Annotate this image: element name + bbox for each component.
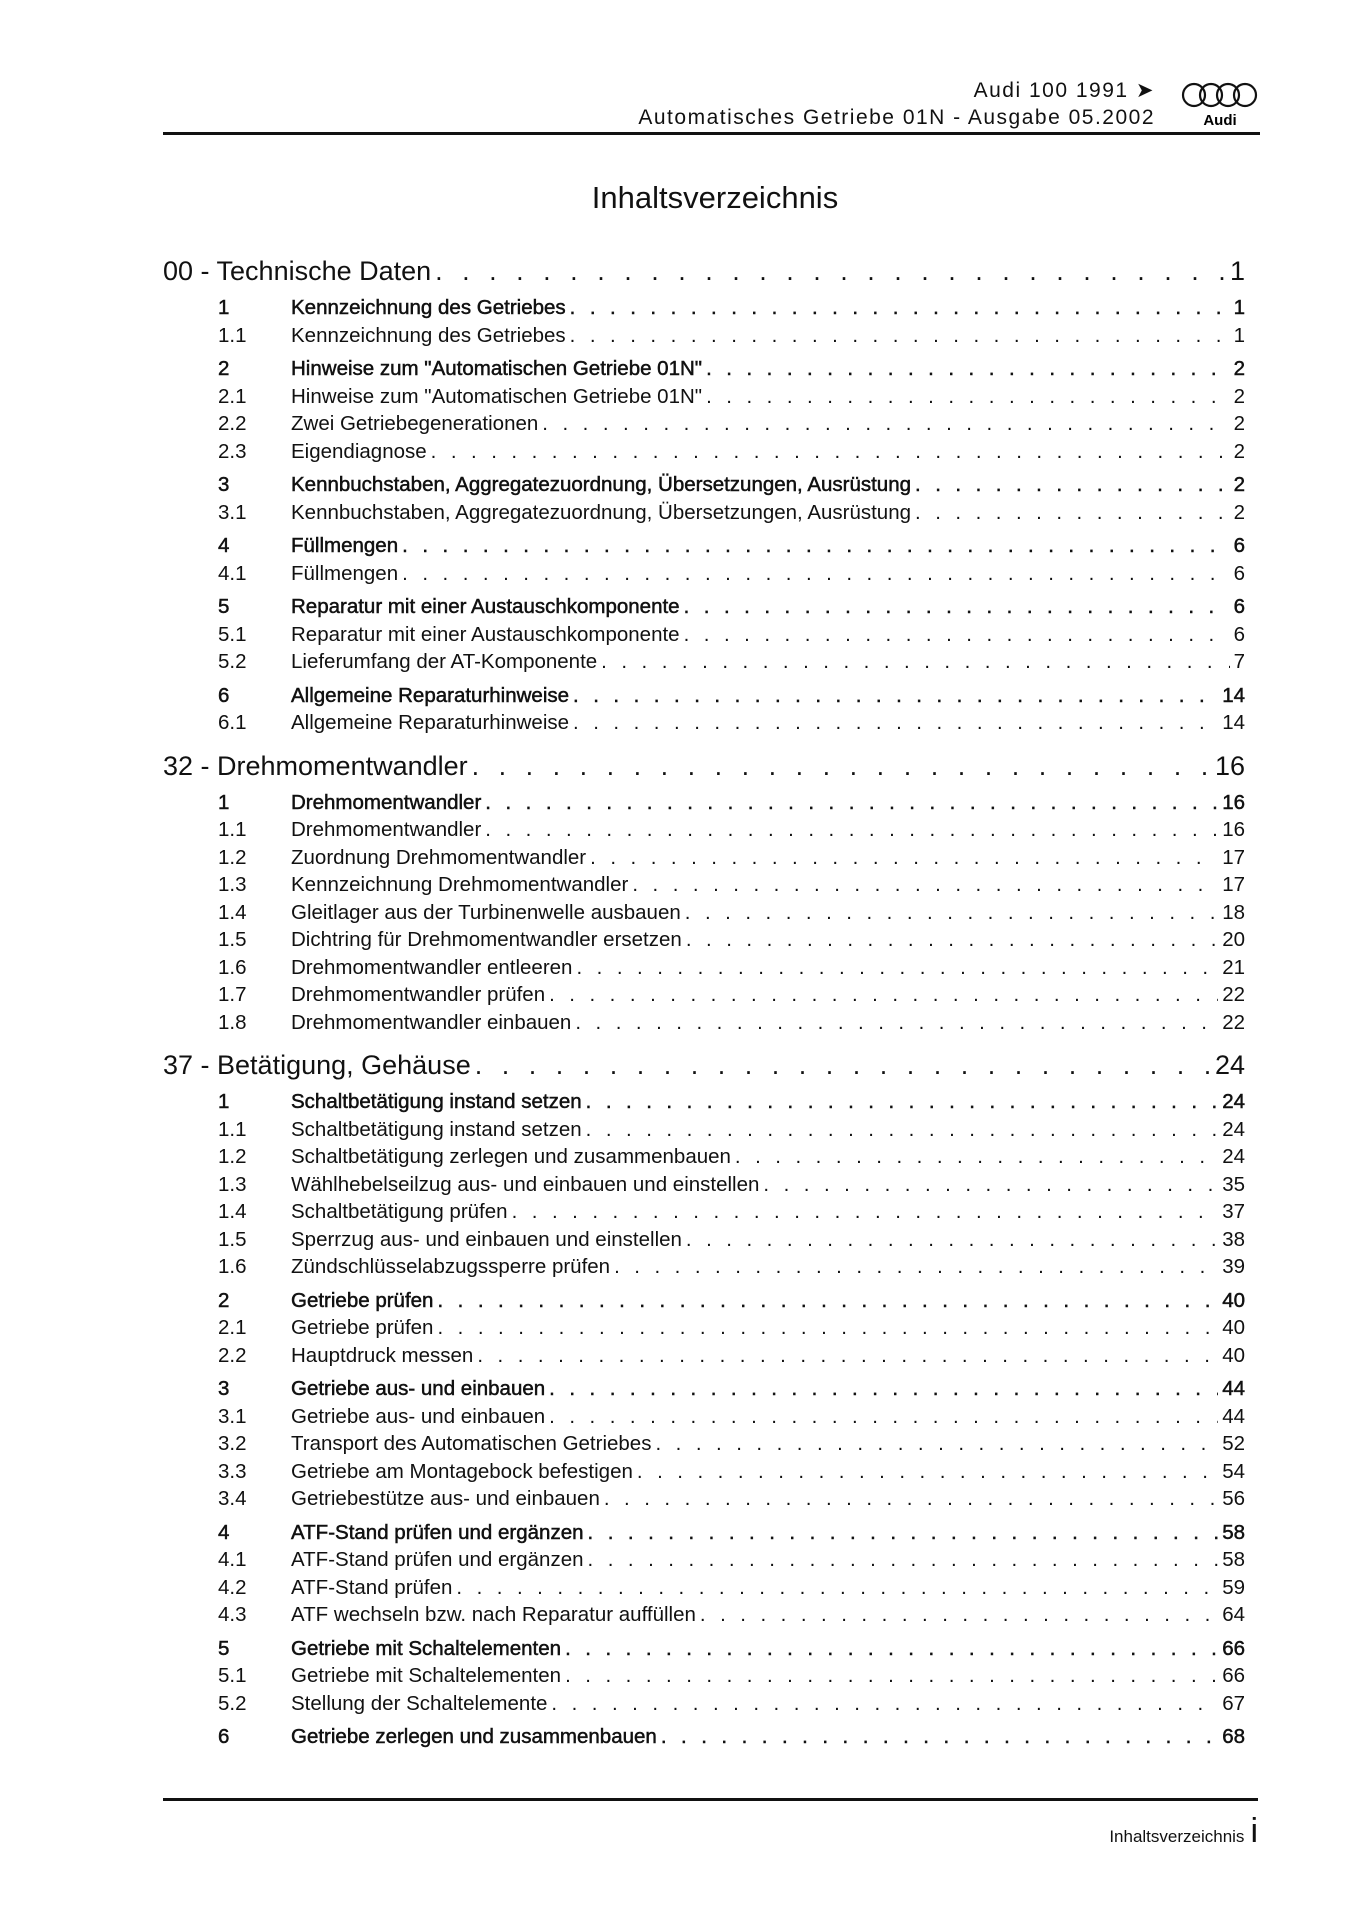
entry-title: Getriebe aus- und einbauen: [291, 1404, 546, 1428]
entry-page: 59: [1222, 1575, 1245, 1599]
entry-number: 6: [218, 683, 230, 707]
entry-number: 3.4: [218, 1487, 247, 1510]
entry-title: Drehmomentwandler: [291, 818, 482, 841]
entry-title: ATF wechseln bzw. nach Reparatur auffüllen: [291, 1603, 696, 1626]
entry-title: Drehmomentwandler: [291, 790, 482, 814]
entry-number: 4.1: [218, 1548, 247, 1571]
toc-group: [163, 473, 1245, 528]
entry-number: 2: [218, 1288, 230, 1312]
entry-number: 6.1: [218, 711, 247, 734]
page-title: Inhaltsverzeichnis: [591, 180, 839, 215]
toc-group: [163, 534, 1245, 589]
entry-title: ATF-Stand prüfen und ergänzen: [291, 1520, 584, 1544]
dot-leader: [549, 1405, 1218, 1429]
toc-entry[interactable]: [163, 1725, 1245, 1753]
dot-leader: [590, 846, 1218, 870]
entry-page: 66: [1222, 1636, 1245, 1660]
entry-page: 58: [1222, 1548, 1245, 1571]
entry-page: 21: [1222, 955, 1245, 979]
entry-number: 1.4: [218, 1200, 247, 1223]
entry-page: 24: [1222, 1145, 1245, 1168]
entry-number: 5.1: [218, 1664, 247, 1687]
dot-leader: [763, 1173, 1218, 1197]
entry-number: 1.1: [218, 818, 247, 841]
toc-entry[interactable]: [163, 1200, 1245, 1228]
entry-number: 1.3: [218, 873, 247, 896]
entry-page: 22: [1222, 1010, 1245, 1034]
toc-entry[interactable]: [163, 1548, 1245, 1576]
entry-page: 38: [1222, 1227, 1245, 1251]
entry-title: Hauptdruck messen: [291, 1343, 474, 1367]
dot-leader: [549, 1377, 1218, 1401]
toc-entry[interactable]: [163, 1011, 1245, 1039]
entry-title: Sperrzug aus- und einbauen und einstellen: [291, 1227, 682, 1251]
footer-section: Inhaltsverzeichnis: [1109, 1827, 1245, 1846]
entry-number: 3.2: [218, 1432, 247, 1455]
toc-entry[interactable]: [163, 324, 1245, 352]
dot-leader: [573, 711, 1218, 735]
dot-leader: [512, 1200, 1219, 1224]
dot-leader: [485, 818, 1218, 842]
entry-title: Allgemeine Reparaturhinweise: [291, 683, 570, 707]
toc-entry[interactable]: [163, 983, 1245, 1011]
toc-entry[interactable]: [163, 901, 1245, 929]
dot-leader: [604, 1487, 1218, 1511]
toc-entry[interactable]: [163, 1405, 1245, 1433]
entry-title: ATF-Stand prüfen: [291, 1575, 453, 1599]
toc-entry[interactable]: [163, 1118, 1245, 1146]
dot-leader: [431, 440, 1230, 464]
entry-number: 1.2: [218, 1145, 247, 1168]
entry-number: 5: [218, 595, 230, 618]
toc-entry[interactable]: [163, 385, 1245, 413]
footer-rule: [163, 1798, 1258, 1801]
dot-leader: [915, 501, 1230, 525]
header-subtitle: Automatisches Getriebe 01N - Ausgabe 05.2002: [638, 106, 1155, 129]
entry-title: Getriebe prüfen: [291, 1288, 434, 1312]
entry-page: 67: [1222, 1691, 1245, 1715]
toc-group: [163, 1289, 1245, 1372]
toc-entry[interactable]: [163, 1228, 1245, 1256]
dot-leader: [472, 751, 1211, 782]
entry-page: 40: [1222, 1288, 1245, 1312]
dot-leader: [435, 256, 1226, 287]
entry-title: Dichtring für Drehmomentwandler ersetzen: [291, 928, 682, 951]
entry-title: Drehmomentwandler prüfen: [291, 983, 546, 1006]
entry-number: 1.6: [218, 955, 247, 979]
toc-group: [163, 791, 1245, 1039]
entry-title: Hinweise zum "Automatischen Getriebe 01N": [291, 357, 703, 380]
entry-number: 1: [218, 296, 230, 319]
toc-entry[interactable]: [163, 928, 1245, 956]
entry-number: 1.5: [218, 928, 247, 951]
entry-title: Schaltbetätigung prüfen: [291, 1200, 508, 1223]
entry-page: 6: [1233, 622, 1245, 646]
toc-entry[interactable]: [163, 846, 1245, 874]
toc-entry[interactable]: [163, 1432, 1245, 1460]
header-rule: [163, 132, 1260, 135]
toc-entry[interactable]: [163, 1316, 1245, 1344]
entry-page: 2: [1233, 412, 1245, 435]
table-of-contents: [163, 256, 1245, 1753]
chapter-page: 16: [1214, 750, 1245, 781]
entry-title: Getriebe am Montagebock befestigen: [291, 1459, 633, 1483]
entry-number: 2.3: [218, 439, 247, 463]
entry-page: 6: [1233, 534, 1245, 557]
toc-entry[interactable]: [163, 412, 1245, 440]
entry-page: 24: [1222, 1117, 1245, 1141]
entry-title: Allgemeine Reparaturhinweise: [291, 711, 570, 734]
toc-entry[interactable]: [163, 791, 1245, 819]
dot-leader: [632, 873, 1218, 897]
dot-leader: [570, 296, 1230, 320]
toc-entry[interactable]: [163, 1090, 1245, 1118]
dot-leader: [575, 1011, 1218, 1035]
toc-chapter[interactable]: [163, 1050, 1245, 1084]
entry-title: Kennbuchstaben, Aggregatezuordnung, Übersetzungen, Ausrüstung: [291, 500, 912, 524]
entry-number: 1.3: [218, 1172, 247, 1196]
entry-title: Zuordnung Drehmomentwandler: [291, 845, 587, 869]
toc-entry[interactable]: [163, 711, 1245, 739]
entry-page: 24: [1222, 1090, 1245, 1113]
entry-title: Kennzeichnung Drehmomentwandler: [291, 873, 629, 896]
dot-leader: [706, 385, 1230, 409]
entry-number: 3.1: [218, 500, 247, 524]
entry-number: 5: [218, 1636, 230, 1660]
entry-number: 2: [218, 357, 230, 380]
entry-number: 5.2: [218, 650, 247, 673]
entry-page: 7: [1233, 650, 1245, 673]
toc-group: [163, 1521, 1245, 1631]
toc-group: [163, 1090, 1245, 1283]
entry-title: Schaltbetätigung instand setzen: [291, 1117, 582, 1141]
toc-group: [163, 1377, 1245, 1515]
dot-leader: [576, 956, 1218, 980]
entry-page: 39: [1222, 1255, 1245, 1278]
dot-leader: [684, 595, 1230, 619]
dot-leader: [570, 324, 1230, 348]
page-footer: [1109, 1812, 1258, 1851]
entry-title: Schaltbetätigung zerlegen und zusammenbauen: [291, 1145, 731, 1168]
toc-entry[interactable]: [163, 818, 1245, 846]
toc-entry[interactable]: [163, 357, 1245, 385]
entry-page: 2: [1233, 500, 1245, 524]
toc-entry[interactable]: [163, 1521, 1245, 1549]
entry-page: 2: [1233, 357, 1245, 380]
chapter-page: 24: [1214, 1050, 1245, 1080]
entry-page: 1: [1233, 296, 1245, 319]
toc-entry[interactable]: [163, 1173, 1245, 1201]
entry-page: 44: [1222, 1404, 1245, 1428]
toc-chapter[interactable]: [163, 256, 1245, 290]
entry-page: 40: [1222, 1343, 1245, 1367]
toc-entry[interactable]: [163, 1603, 1245, 1631]
toc-entry[interactable]: [163, 562, 1245, 590]
toc-entry[interactable]: [163, 1344, 1245, 1372]
entry-title: Wählhebelseilzug aus- und einbauen und einstellen: [291, 1172, 760, 1196]
toc-group: [163, 296, 1245, 351]
entry-page: 52: [1222, 1432, 1245, 1455]
toc-entry[interactable]: [163, 684, 1245, 712]
dot-leader: [684, 623, 1230, 647]
toc-entry[interactable]: [163, 650, 1245, 678]
svg-text:Audi: Audi: [1203, 112, 1237, 129]
entry-number: 4.3: [218, 1603, 247, 1626]
entry-title: Füllmengen: [291, 561, 399, 585]
dot-leader: [588, 1548, 1219, 1572]
dot-leader: [706, 357, 1230, 381]
toc-group: [163, 595, 1245, 678]
entry-page: 17: [1222, 873, 1245, 896]
toc-entry[interactable]: [163, 1460, 1245, 1488]
entry-page: 35: [1222, 1172, 1245, 1196]
toc-entry[interactable]: [163, 956, 1245, 984]
entry-number: 1: [218, 790, 230, 814]
entry-page: 66: [1222, 1664, 1245, 1687]
entry-title: Gleitlager aus der Turbinenwelle ausbauen: [291, 900, 681, 924]
entry-page: 2: [1233, 439, 1245, 463]
entry-number: 2.1: [218, 384, 247, 408]
dot-leader: [686, 1228, 1218, 1252]
dot-leader: [661, 1725, 1218, 1749]
entry-number: 3: [218, 473, 230, 496]
entry-number: 2.1: [218, 1316, 247, 1339]
header-model: Audi 100 1991 ➤: [973, 79, 1155, 102]
entry-number: 1.5: [218, 1227, 247, 1251]
toc-group: [163, 684, 1245, 739]
entry-page: 54: [1222, 1459, 1245, 1483]
dot-leader: [549, 983, 1218, 1007]
entry-page: 58: [1222, 1520, 1245, 1544]
entry-number: 4.2: [218, 1575, 247, 1599]
entry-number: 1.4: [218, 900, 247, 924]
dot-leader: [402, 534, 1229, 558]
entry-number: 4: [218, 1520, 230, 1544]
entry-title: Schaltbetätigung instand setzen: [291, 1090, 582, 1113]
entry-number: 3: [218, 1377, 230, 1400]
dot-leader: [588, 1521, 1219, 1545]
toc-group: [163, 1637, 1245, 1720]
entry-title: ATF-Stand prüfen und ergänzen: [291, 1548, 584, 1571]
entry-number: 4: [218, 534, 230, 557]
entry-page: 6: [1233, 595, 1245, 618]
dot-leader: [542, 412, 1229, 436]
page-number: i: [1250, 1812, 1258, 1850]
dot-leader: [475, 1050, 1211, 1081]
entry-title: Kennbuchstaben, Aggregatezuordnung, Übersetzungen, Ausrüstung: [291, 473, 912, 496]
entry-title: Zwei Getriebegenerationen: [291, 412, 539, 435]
entry-page: 16: [1222, 818, 1245, 841]
dot-leader: [685, 901, 1218, 925]
dot-leader: [437, 1289, 1218, 1313]
entry-number: 1.6: [218, 1255, 247, 1278]
entry-title: Getriebestütze aus- und einbauen: [291, 1487, 600, 1510]
entry-page: 64: [1222, 1603, 1245, 1626]
entry-number: 3.3: [218, 1459, 247, 1483]
dot-leader: [586, 1118, 1219, 1142]
entry-page: 16: [1222, 790, 1245, 814]
entry-title: Getriebe mit Schaltelementen: [291, 1664, 562, 1687]
toc-entry[interactable]: [163, 1289, 1245, 1317]
chapter-title: 00 - Technische Daten: [163, 256, 432, 286]
dot-leader: [655, 1432, 1218, 1456]
entry-title: Getriebe prüfen: [291, 1316, 434, 1339]
entry-number: 5.2: [218, 1691, 247, 1715]
entry-page: 6: [1233, 561, 1245, 585]
dot-leader: [456, 1576, 1218, 1600]
entry-title: Transport des Automatischen Getriebes: [291, 1432, 652, 1455]
entry-number: 2.2: [218, 1343, 247, 1367]
toc-entry[interactable]: [163, 1692, 1245, 1720]
dot-leader: [551, 1692, 1218, 1716]
toc-entry[interactable]: [163, 873, 1245, 901]
entry-page: 17: [1222, 845, 1245, 869]
dot-leader: [477, 1344, 1218, 1368]
entry-number: 3.1: [218, 1404, 247, 1428]
entry-page: 14: [1222, 711, 1245, 734]
dot-leader: [437, 1316, 1218, 1340]
entry-number: 1.1: [218, 1117, 247, 1141]
entry-title: Reparatur mit einer Austauschkomponente: [291, 622, 680, 646]
toc-group: [163, 1725, 1245, 1753]
entry-number: 1.1: [218, 323, 247, 347]
toc-entry[interactable]: [163, 1145, 1245, 1173]
dot-leader: [565, 1637, 1218, 1661]
entry-page: 20: [1222, 928, 1245, 951]
chapter-title: 37 - Betätigung, Gehäuse: [163, 1050, 471, 1080]
dot-leader: [601, 650, 1229, 674]
dot-leader: [485, 791, 1218, 815]
entry-title: Füllmengen: [291, 534, 399, 557]
entry-page: 22: [1222, 983, 1245, 1006]
entry-page: 40: [1222, 1316, 1245, 1339]
entry-page: 1: [1233, 323, 1245, 347]
dot-leader: [735, 1145, 1218, 1169]
chapter-title: 32 - Drehmomentwandler: [163, 750, 468, 781]
toc-entry[interactable]: [163, 501, 1245, 529]
entry-number: 1.8: [218, 1010, 247, 1034]
entry-page: 37: [1222, 1200, 1245, 1223]
entry-page: 2: [1233, 473, 1245, 496]
dot-leader: [573, 684, 1218, 708]
entry-page: 14: [1222, 683, 1245, 707]
entry-title: Reparatur mit einer Austauschkomponente: [291, 595, 680, 618]
entry-page: 44: [1222, 1377, 1245, 1400]
entry-title: Stellung der Schaltelemente: [291, 1691, 548, 1715]
toc-entry[interactable]: [163, 440, 1245, 468]
toc-entry[interactable]: [163, 1637, 1245, 1665]
toc-entry[interactable]: [163, 595, 1245, 623]
entry-title: Zündschlüsselabzugssperre prüfen: [291, 1255, 611, 1278]
dot-leader: [614, 1255, 1218, 1279]
toc-entry[interactable]: [163, 473, 1245, 501]
entry-number: 6: [218, 1725, 230, 1748]
toc-chapter[interactable]: [163, 751, 1245, 785]
entry-title: Getriebe zerlegen und zusammenbauen: [291, 1725, 657, 1748]
entry-page: 2: [1233, 384, 1245, 408]
entry-title: Drehmomentwandler entleeren: [291, 955, 573, 979]
entry-number: 4.1: [218, 561, 247, 585]
entry-title: Hinweise zum "Automatischen Getriebe 01N": [291, 384, 703, 408]
dot-leader: [565, 1664, 1218, 1688]
toc-entry[interactable]: [163, 1487, 1245, 1515]
entry-title: Drehmomentwandler einbauen: [291, 1010, 572, 1034]
dot-leader: [402, 562, 1229, 586]
dot-leader: [686, 928, 1218, 952]
entry-number: 2.2: [218, 412, 247, 435]
toc-entry[interactable]: [163, 1576, 1245, 1604]
entry-title: Getriebe aus- und einbauen: [291, 1377, 546, 1400]
audi-logo-icon: [1180, 80, 1264, 130]
entry-page: 68: [1222, 1725, 1245, 1748]
entry-number: 1.7: [218, 983, 247, 1006]
toc-entry[interactable]: [163, 534, 1245, 562]
toc-group: [163, 357, 1245, 467]
entry-number: 1: [218, 1090, 230, 1113]
entry-title: Eigendiagnose: [291, 439, 427, 463]
entry-number: 1.2: [218, 845, 247, 869]
dot-leader: [637, 1460, 1218, 1484]
entry-page: 18: [1222, 900, 1245, 924]
toc-entry[interactable]: [163, 1377, 1245, 1405]
entry-number: 5.1: [218, 622, 247, 646]
entry-title: Kennzeichnung des Getriebes: [291, 323, 566, 347]
entry-title: Getriebe mit Schaltelementen: [291, 1636, 562, 1660]
dot-leader: [586, 1090, 1219, 1114]
toc-entry[interactable]: [163, 623, 1245, 651]
chapter-page: 1: [1229, 256, 1245, 286]
toc-entry[interactable]: [163, 1664, 1245, 1692]
entry-title: Lieferumfang der AT-Komponente: [291, 650, 598, 673]
dot-leader: [700, 1603, 1218, 1627]
toc-entry[interactable]: [163, 1255, 1245, 1283]
entry-page: 56: [1222, 1487, 1245, 1510]
entry-title: Kennzeichnung des Getriebes: [291, 296, 566, 319]
dot-leader: [915, 473, 1230, 497]
toc-entry[interactable]: [163, 296, 1245, 324]
